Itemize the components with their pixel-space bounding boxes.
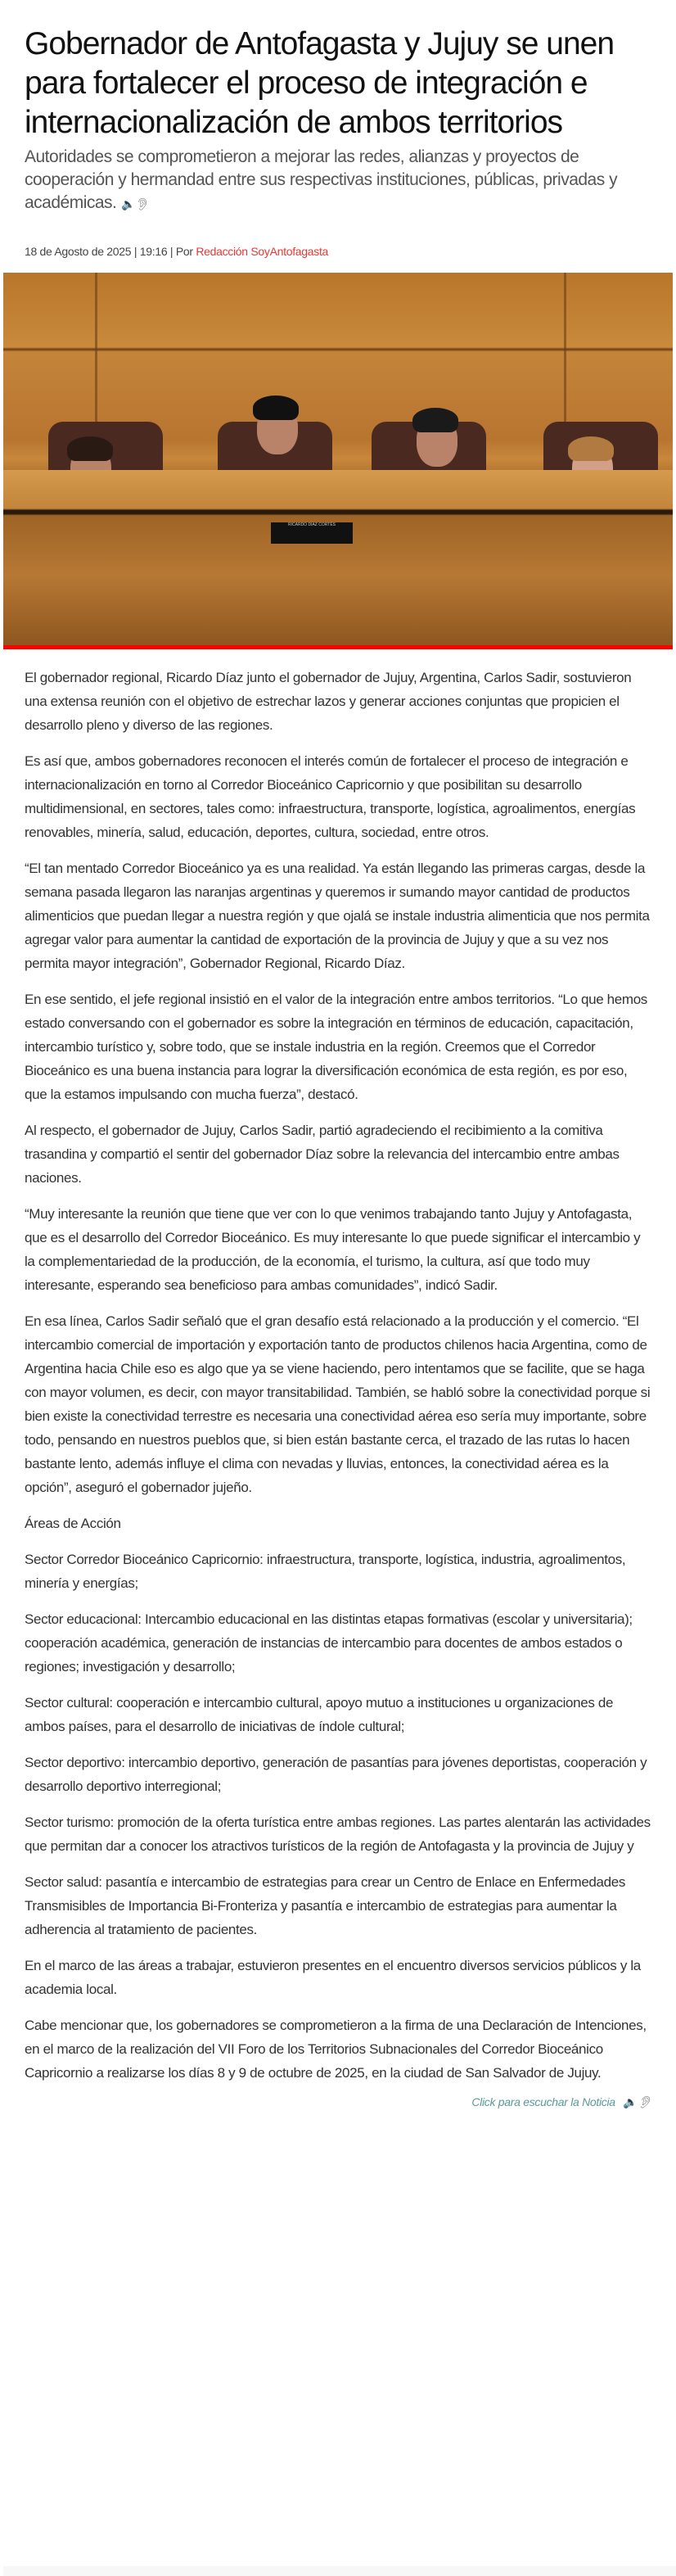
paragraph: El gobernador regional, Ricardo Díaz junto el gobernador de Jujuy, Argentina, Carlos Sadir, sostuvieron una extensa reunión con el objetivo de estrechar lazos y generar acciones conjuntas que propicien el desarrollo pleno y diverso de las regiones. [25,670,632,733]
article-photo [3,273,673,649]
listen-button[interactable] [25,2095,651,2109]
listen-ear-icon[interactable]: 🔈👂︎ [121,197,150,210]
paragraph: Al respecto, el gobernador de Jujuy, Carlos Sadir, partió agradeciendo el recibimiento a la comitiva trasandina y compartió el sentir del gobernador Díaz sobre la relevancia del intercambio entre ambas naciones. [25,1123,620,1186]
article-body [25,666,651,2085]
paragraph: “Muy interesante la reunión que tiene que ver con lo que venimos trabajando tanto Jujuy y Antofagasta, que es el desarrollo del Corredor Bioceánico. Es muy interesante lo que puede significar el intercambio y la complementariedad de la producción, de la economía, el turismo, la cultura, así que todo muy interesante, esperando sea beneficioso para ambas comunidades”, indicó Sadir. [25,1206,641,1293]
paragraph: Sector educacional: Intercambio educacional en las distintas etapas formativas (escolar y universitaria); cooperación académica, generación de instancias de intercambio para docentes de ambos estados o regiones; investigación y desarrollo; [25,1611,633,1674]
paragraph: En ese sentido, el jefe regional insistió en el valor de la integración entre ambos territorios. “Lo que hemos estado conversando con el gobernador es sobre la integración en términos de educación, capacitación, intercambio turístico y, sobre todo, que se instale industria en la región. Creemos que el Corredor Bioceánico es una buena instancia para lograr la diversificación económica de esta región, es por eso, que la estamos impulsando con mucha fuerza”, destacó. [25,992,647,1102]
paragraph: “El tan mentado Corredor Bioceánico ya es una realidad. Ya están llegando las primeras cargas, desde la semana pasada llegaron las naranjas argentinas y queremos ir sumando mayor cantidad de productos alimenticios que puedan llegar a nuestra región y que ojalá se instale industria alimenticia que nos permita agregar valor para aumentar la cantidad de exportación de la provincia de Jujuy y que a su vez nos permita mayor integración”, Gobernador Regional, Ricardo Díaz. [25,861,650,971]
paragraph: Es así que, ambos gobernadores reconocen el interés común de fortalecer el proceso de integración e internacionalización en torno al Corredor Bioceánico Capricornio y que posibilitan su desarrollo multidimensional, en sectores, tales como: infraestructura, transporte, logística, agroalimentos, energías renovables, minería, salud, educación, deportes, cultura, sociedad, entre otros. [25,753,636,840]
byline-separator: | [169,245,174,258]
publish-date: 18 de Agosto de 2025 [25,245,132,258]
paragraph: En esa línea, Carlos Sadir señaló que el gran desafío está relacionado a la producción y el comercio. “El intercambio comercial de importación y exportación tanto de productos chilenos hacia Argentina, como de Argentina hacia Chile eso es algo que ya se viene haciendo, pero intentamos que se facilite, que se haga con mayor volumen, es decir, con mayor transitabilidad. También, se habló sobre la conectividad porque si bien existe la conectividad terrestre es necesaria una conectividad aérea eso sería muy importante, sobre todo, pensando en nuestros pueblos que, si bien están bastante cerca, el trazado de las rutas lo hacen bastante lento, además influye el clima con nevadas y lluvias, entonces, la conectividad aérea es la opción”, aseguró el gobernador jujeño. [25,1313,651,1495]
paragraph: En el marco de las áreas a trabajar, estuvieron presentes en el encuentro diversos servicios públicos y la academia local. [25,1958,641,1997]
subtitle-text: Autoridades se comprometieron a mejorar las redes, alianzas y proyectos de cooperación y hermandad entre sus respectivas instituciones, públicas, privadas y académicas. [25,147,618,212]
paragraph: Sector cultural: cooperación e intercambio cultural, apoyo mutuo a instituciones u organizaciones de ambos países, para el desarrollo de iniciativas de índole cultural; [25,1695,614,1734]
ear-speaker-icon[interactable]: 🔈👂︎ [623,2095,651,2108]
byline [25,245,651,258]
paragraph: Sector deportivo: intercambio deportivo, generación de pasantías para jóvenes deportistas, cooperación y desarrollo deportivo interregional; [25,1755,647,1794]
paragraph: Sector turismo: promoción de la oferta turística entre ambas regiones. Las partes alentarán las actividades que permitan dar a conocer los atractivos turísticos de la región de Antofagasta y la provincia de Jujuy y [25,1814,651,1854]
author-link[interactable]: Redacción SoyAntofagasta [196,245,329,258]
footer-band [3,2566,676,2576]
paragraph: Cabe mencionar que, los gobernadores se comprometieron a la firma de una Declaración de Intenciones, en el marco de la realización del VII Foro de los Territorios Subnacionales del Corredor Bioceánico Capricornio a realizarse los días 8 y 9 de octubre de 2025, en la ciudad de San Salvador de Jujuy. [25,2018,647,2081]
section-heading: Áreas de Acción [25,1516,121,1531]
article [0,0,676,258]
byline-by: Por [175,245,193,258]
paragraph: Sector salud: pasantía e intercambio de estrategias para crear un Centro de Enlace en Enfermedades Transmisibles de Importancia Bi-Fronteriza y pasantía e intercambio de estrategias para aumentar la adherencia al tratamiento de pacientes. [25,1874,625,1937]
article-subtitle [25,146,651,215]
article-title: Gobernador de Antofagasta y Jujuy se unen para fortalecer el proceso de integración e internacionalización de ambos territorios [25,26,615,140]
byline-separator: | [133,245,137,258]
nameplate: RICARDO DÍAZ CORTÉS [271,522,353,544]
paragraph: Sector Corredor Bioceánico Capricornio: infraestructura, transporte, logística, industria, agroalimentos, minería y energías; [25,1552,626,1591]
listen-label[interactable]: Click para escuchar la Noticia [471,2095,615,2108]
publish-time: 19:16 [139,245,168,258]
